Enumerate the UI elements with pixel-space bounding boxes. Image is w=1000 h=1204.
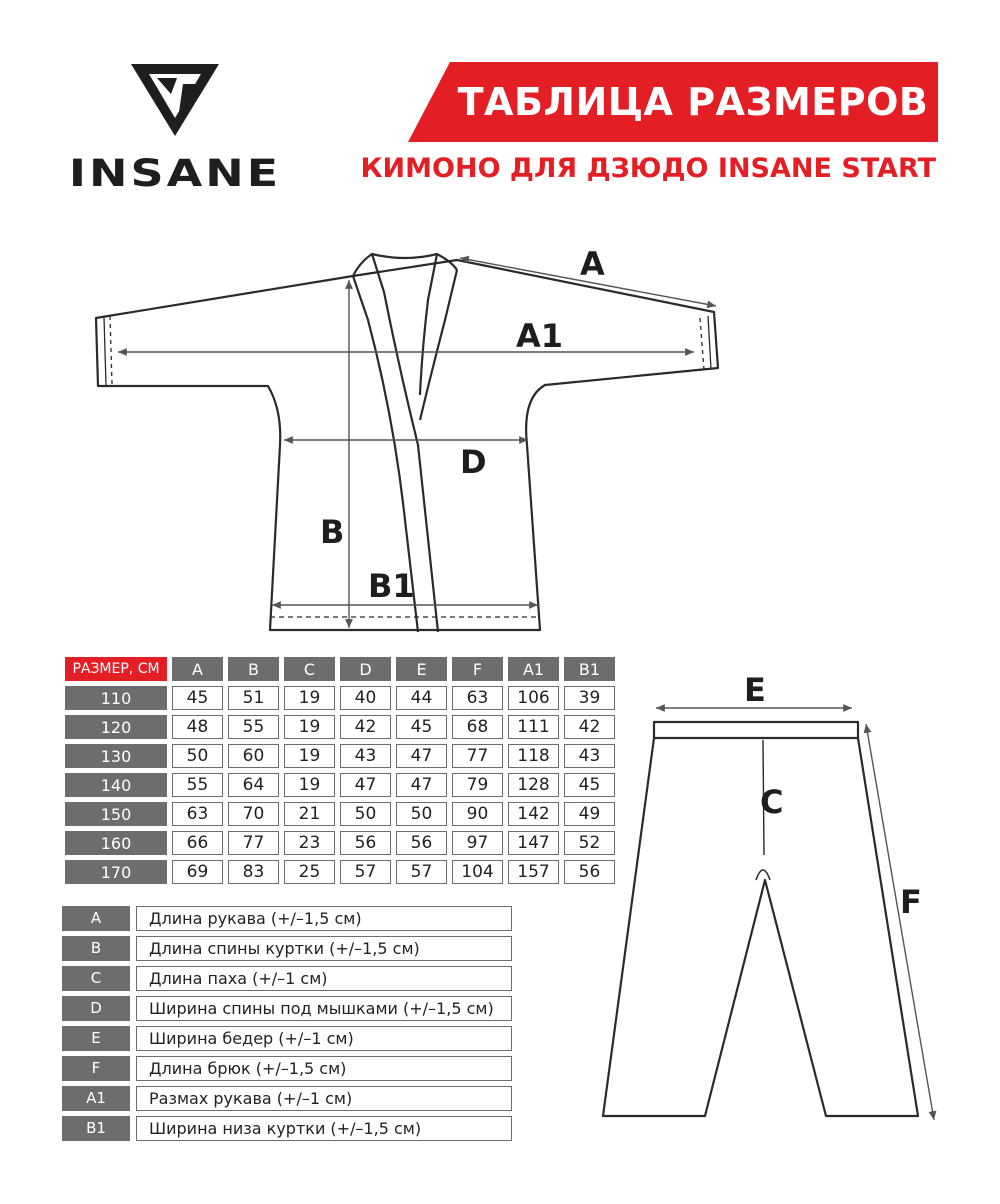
size-cell: 140 <box>65 773 167 797</box>
column-header: F <box>452 657 503 681</box>
legend-description: Длина рукава (+/–1,5 см) <box>136 906 512 931</box>
table-row <box>65 831 615 855</box>
table-row <box>65 860 615 884</box>
measurement-cell: 90 <box>452 802 503 826</box>
legend-code: F <box>62 1056 130 1081</box>
measurement-cell: 55 <box>172 773 223 797</box>
measurement-cell: 45 <box>172 686 223 710</box>
measurement-cell: 63 <box>172 802 223 826</box>
measurement-cell: 49 <box>564 802 615 826</box>
measurement-cell: 70 <box>228 802 279 826</box>
measurement-cell: 51 <box>228 686 279 710</box>
measurement-cell: 47 <box>396 744 447 768</box>
measurement-cell: 118 <box>508 744 559 768</box>
measurement-cell: 45 <box>564 773 615 797</box>
size-table-header <box>65 657 615 681</box>
measurement-cell: 147 <box>508 831 559 855</box>
measurement-cell: 66 <box>172 831 223 855</box>
size-cell: 110 <box>65 686 167 710</box>
pants-drawing <box>603 722 918 1116</box>
column-header: C <box>284 657 335 681</box>
measurement-cell: 42 <box>564 715 615 739</box>
measurement-cell: 106 <box>508 686 559 710</box>
legend-description: Ширина низа куртки (+/–1,5 см) <box>136 1116 512 1141</box>
measurement-cell: 111 <box>508 715 559 739</box>
measurement-cell: 45 <box>396 715 447 739</box>
label-a1: A1 <box>516 317 564 355</box>
legend-code: D <box>62 996 130 1021</box>
measurement-cell: 77 <box>228 831 279 855</box>
measurement-cell: 39 <box>564 686 615 710</box>
measurement-cell: 63 <box>452 686 503 710</box>
legend-code: B1 <box>62 1116 130 1141</box>
measurement-cell: 42 <box>340 715 391 739</box>
size-table <box>60 652 620 889</box>
measurement-cell: 83 <box>228 860 279 884</box>
measurement-cell: 77 <box>452 744 503 768</box>
page-subtitle: КИМОНО ДЛЯ ДЗЮДО INSANE START <box>360 153 936 184</box>
size-table-corner: РАЗМЕР, СМ <box>65 657 167 681</box>
measurement-cell: 40 <box>340 686 391 710</box>
size-cell: 170 <box>65 860 167 884</box>
label-b: B <box>320 513 345 551</box>
table-row <box>65 773 615 797</box>
measurement-cell: 23 <box>284 831 335 855</box>
column-header: A <box>172 657 223 681</box>
measurement-cell: 56 <box>396 831 447 855</box>
measurement-cell: 47 <box>340 773 391 797</box>
measurement-cell: 64 <box>228 773 279 797</box>
legend-description: Длина паха (+/–1 см) <box>136 966 512 991</box>
measurement-cell: 44 <box>396 686 447 710</box>
legend-code: A <box>62 906 130 931</box>
legend-code: E <box>62 1026 130 1051</box>
legend-description: Размах рукава (+/–1 см) <box>136 1086 512 1111</box>
legend-description: Ширина спины под мышками (+/–1,5 см) <box>136 996 512 1021</box>
legend-code: A1 <box>62 1086 130 1111</box>
label-a: A <box>580 245 605 283</box>
legend-description: Длина брюк (+/–1,5 см) <box>136 1056 512 1081</box>
measurement-cell: 19 <box>284 715 335 739</box>
label-e: E <box>744 671 766 709</box>
table-row <box>65 744 615 768</box>
measurement-cell: 50 <box>340 802 391 826</box>
measurement-cell: 19 <box>284 686 335 710</box>
measurement-cell: 50 <box>396 802 447 826</box>
measurement-cell: 50 <box>172 744 223 768</box>
measurement-cell: 43 <box>340 744 391 768</box>
measurement-cell: 57 <box>396 860 447 884</box>
measurement-cell: 43 <box>564 744 615 768</box>
column-header: B <box>228 657 279 681</box>
measurement-cell: 21 <box>284 802 335 826</box>
measurement-cell: 69 <box>172 860 223 884</box>
legend-description: Длина спины куртки (+/–1,5 см) <box>136 936 512 961</box>
measurement-cell: 55 <box>228 715 279 739</box>
size-cell: 130 <box>65 744 167 768</box>
column-header: B1 <box>564 657 615 681</box>
legend-description: Ширина бедер (+/–1 см) <box>136 1026 512 1051</box>
measurement-cell: 157 <box>508 860 559 884</box>
measurement-cell: 19 <box>284 744 335 768</box>
table-row <box>65 802 615 826</box>
measurement-cell: 142 <box>508 802 559 826</box>
measurement-cell: 48 <box>172 715 223 739</box>
page-title: ТАБЛИЦА РАЗМЕРОВ <box>457 80 929 124</box>
label-c: C <box>760 783 784 821</box>
size-cell: 160 <box>65 831 167 855</box>
measurement-cell: 47 <box>396 773 447 797</box>
measurement-cell: 56 <box>340 831 391 855</box>
label-d: D <box>460 443 487 481</box>
column-header: E <box>396 657 447 681</box>
pants-dimensions <box>656 708 934 1120</box>
label-b1: B1 <box>368 567 415 605</box>
brand-name: INSANE <box>68 150 282 196</box>
measurement-cell: 25 <box>284 860 335 884</box>
column-header: D <box>340 657 391 681</box>
label-f: F <box>900 883 922 921</box>
measurement-cell: 60 <box>228 744 279 768</box>
legend-code: C <box>62 966 130 991</box>
measurement-cell: 79 <box>452 773 503 797</box>
size-cell: 120 <box>65 715 167 739</box>
table-row <box>65 686 615 710</box>
table-row <box>65 715 615 739</box>
measurement-cell: 56 <box>564 860 615 884</box>
size-cell: 150 <box>65 802 167 826</box>
measurement-cell: 97 <box>452 831 503 855</box>
measurement-cell: 128 <box>508 773 559 797</box>
column-header: A1 <box>508 657 559 681</box>
measurement-cell: 68 <box>452 715 503 739</box>
measurement-cell: 57 <box>340 860 391 884</box>
measurement-cell: 19 <box>284 773 335 797</box>
measurement-cell: 52 <box>564 831 615 855</box>
measurement-cell: 104 <box>452 860 503 884</box>
legend-code: B <box>62 936 130 961</box>
